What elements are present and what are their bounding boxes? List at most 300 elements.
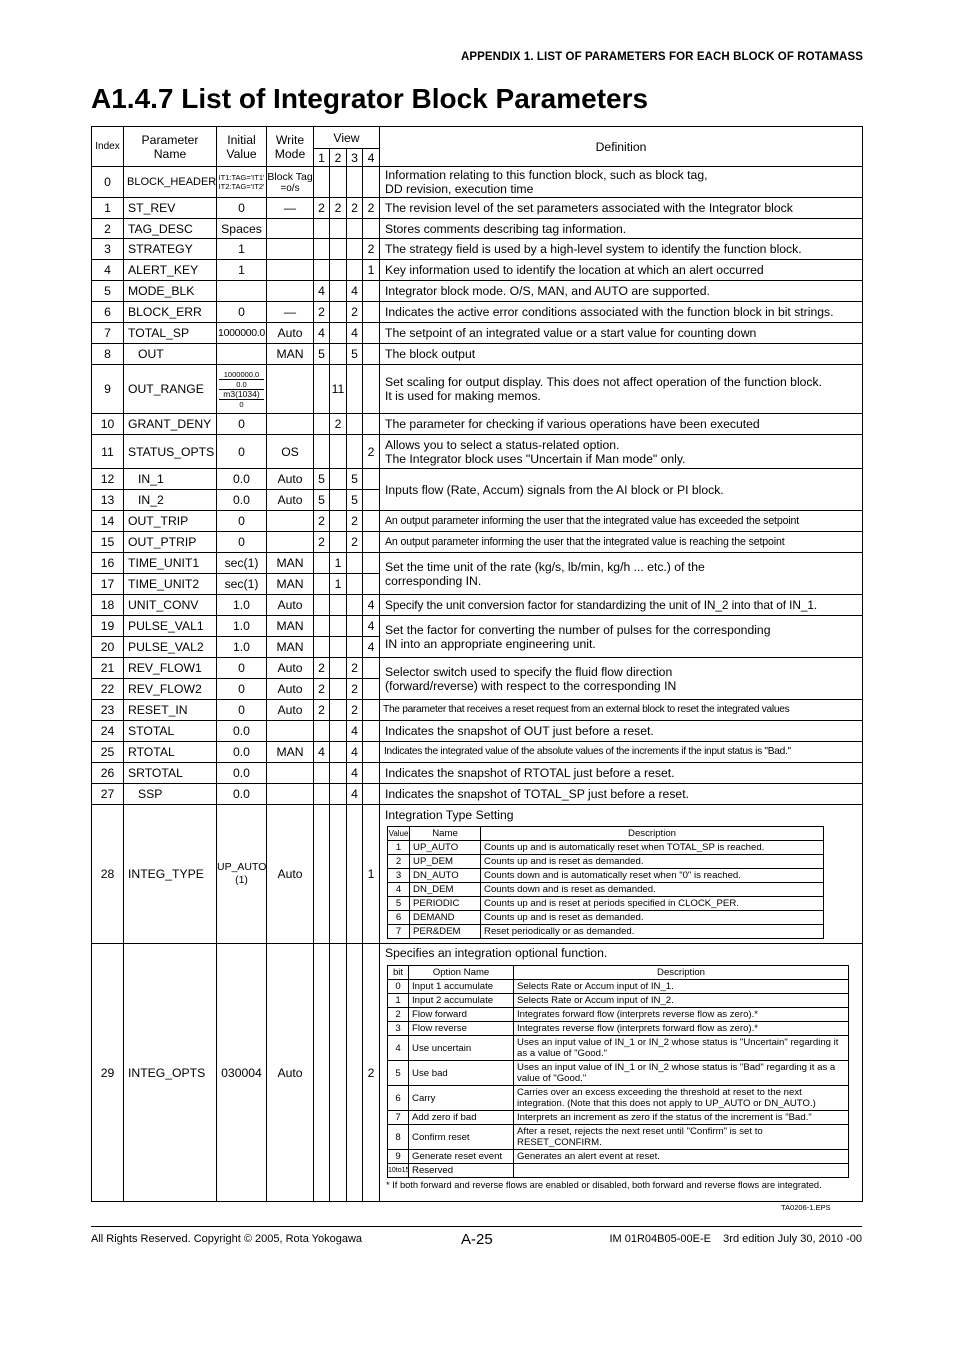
table-row xyxy=(92,239,863,260)
row-index: 15 xyxy=(92,532,124,553)
row-view-2 xyxy=(330,260,347,281)
row-view-3 xyxy=(347,805,363,944)
row-index: 19 xyxy=(92,616,124,637)
row-view-2 xyxy=(330,763,347,784)
row-view-4: 1 xyxy=(363,260,380,281)
subtable-row xyxy=(388,1125,849,1150)
row-write xyxy=(267,511,314,532)
row-write: Auto xyxy=(267,469,314,490)
subtable-header-row xyxy=(388,827,824,841)
subtable-cell: DN_AUTO xyxy=(410,869,481,883)
row-name: STRATEGY xyxy=(124,239,217,260)
row-initial: 0.0 xyxy=(217,763,267,784)
row-index: 29 xyxy=(92,944,124,1202)
definition-line: DD revision, execution time xyxy=(385,182,534,196)
row-definition: The parameter for checking if various operations have been executed xyxy=(380,414,863,435)
row-view-4: 2 xyxy=(363,198,380,219)
row-view-3: 2 xyxy=(347,532,363,553)
row-view-3 xyxy=(347,574,363,595)
definition-line: Specifies an integration optional function. xyxy=(385,946,608,960)
subtable-header: Option Name xyxy=(409,966,514,980)
subtable-cell: DEMAND xyxy=(410,911,481,925)
subtable-cell: 4 xyxy=(388,1036,409,1061)
row-index: 22 xyxy=(92,679,124,700)
subtable-cell: Counts up and is reset as demanded. xyxy=(481,911,824,925)
row-view-4 xyxy=(363,365,380,414)
definition-line: It is used for making memos. xyxy=(385,389,541,403)
row-view-4 xyxy=(363,784,380,805)
table-row xyxy=(92,302,863,323)
subtable-cell: Uses an input value of IN_1 or IN_2 whose status is "Bad" regarding it as a value of "Good." xyxy=(514,1061,849,1086)
row-view-2 xyxy=(330,167,347,198)
subtable-cell: 3 xyxy=(388,1022,409,1036)
row-write xyxy=(267,365,314,414)
subtable-cell: Interprets an increment as zero if the status of the increment is "Bad." xyxy=(514,1111,849,1125)
row-view-3: 2 xyxy=(347,658,363,679)
row-name: PULSE_VAL1 xyxy=(124,616,217,637)
row-view-4 xyxy=(363,414,380,435)
row-index: 26 xyxy=(92,763,124,784)
row-view-3: 4 xyxy=(347,784,363,805)
footer-divider xyxy=(91,1226,862,1227)
table-row xyxy=(92,784,863,805)
subtable-cell: 6 xyxy=(388,1086,409,1111)
row-view-1 xyxy=(314,944,330,1202)
write-line: =o/s xyxy=(280,182,300,194)
table-row xyxy=(92,323,863,344)
row-initial: 0.0 xyxy=(217,469,267,490)
integ-opts-footnote: * If both forward and reverse flows are enabled or disabled, both forward and reverse flows are integrated. xyxy=(386,1180,822,1190)
row-write: MAN xyxy=(267,637,314,658)
row-view-1: 2 xyxy=(314,511,330,532)
subtable-header: Description xyxy=(514,966,849,980)
subtable-cell: UP_DEM xyxy=(410,855,481,869)
table-row xyxy=(92,469,863,490)
row-initial: 0 xyxy=(217,302,267,323)
row-initial: 0 xyxy=(217,511,267,532)
subtable-cell: Counts up and is reset at periods specified in CLOCK_PER. xyxy=(481,897,824,911)
row-name: IN_1 xyxy=(124,469,217,490)
definition-line: Selector switch used to specify the fluid flow direction xyxy=(385,664,673,679)
row-view-2 xyxy=(330,742,347,763)
row-name: BLOCK_HEADER xyxy=(124,167,217,198)
subtable-cell: 10to15 xyxy=(388,1164,409,1178)
row-name: PULSE_VAL2 xyxy=(124,637,217,658)
row-view-1: 2 xyxy=(314,198,330,219)
table-row xyxy=(92,167,863,198)
figure-id-label: TA0206-1.EPS xyxy=(781,1203,831,1212)
col-header-definition: Definition xyxy=(380,127,863,167)
row-view-4 xyxy=(363,490,380,511)
initial-line: (1) xyxy=(235,874,248,886)
subtable-cell: Uses an input value of IN_1 or IN_2 whose status is "Uncertain" regarding it as a value of "Good." xyxy=(514,1036,849,1061)
row-name: ST_REV xyxy=(124,198,217,219)
row-view-2 xyxy=(330,616,347,637)
col-header-name: Parameter Name xyxy=(124,127,217,167)
row-definition: The block output xyxy=(380,344,863,365)
row-view-4: 4 xyxy=(363,616,380,637)
row-write: Auto xyxy=(267,805,314,944)
row-write xyxy=(267,532,314,553)
subtable-header: Name xyxy=(410,827,481,841)
row-initial: 0 xyxy=(217,435,267,469)
row-name: TAG_DESC xyxy=(124,219,217,239)
row-index: 18 xyxy=(92,595,124,616)
subtable-cell: PERIODIC xyxy=(410,897,481,911)
row-view-2: 1 xyxy=(330,574,347,595)
row-write xyxy=(267,219,314,239)
row-name: INTEG_OPTS xyxy=(124,944,217,1202)
row-view-1 xyxy=(314,365,330,414)
row-view-2 xyxy=(330,721,347,742)
row-write: Auto xyxy=(267,595,314,616)
row-initial xyxy=(217,365,267,414)
row-initial xyxy=(217,805,267,944)
row-view-2 xyxy=(330,435,347,469)
row-initial: 1.0 xyxy=(217,595,267,616)
row-index: 5 xyxy=(92,281,124,302)
subtable-cell: 7 xyxy=(388,925,410,939)
row-initial: 1000000.0 xyxy=(217,323,267,344)
row-view-1 xyxy=(314,574,330,595)
row-view-1 xyxy=(314,553,330,574)
row-initial: Spaces xyxy=(217,219,267,239)
row-name: GRANT_DENY xyxy=(124,414,217,435)
footer-copyright: All Rights Reserved. Copyright © 2005, Rota Yokogawa xyxy=(91,1233,363,1245)
row-write xyxy=(267,763,314,784)
row-initial xyxy=(217,281,267,302)
subtable-cell: Carries over an excess exceeding the threshold at reset to the next integration. (Note that this does not apply to UP_AUTO or DN_AUTO.) xyxy=(514,1086,849,1111)
row-definition: Indicates the snapshot of RTOTAL just before a reset. xyxy=(380,763,863,784)
row-view-3 xyxy=(347,637,363,658)
table-row xyxy=(92,198,863,219)
row-initial xyxy=(217,344,267,365)
row-view-1 xyxy=(314,784,330,805)
row-view-1 xyxy=(314,763,330,784)
row-view-4 xyxy=(363,302,380,323)
subtable-row xyxy=(388,1022,849,1036)
row-definition: Indicates the active error conditions associated with the function block in bit strings. xyxy=(380,302,863,323)
row-view-2 xyxy=(330,344,347,365)
row-index: 7 xyxy=(92,323,124,344)
subtable-cell: Selects Rate or Accum input of IN_1. xyxy=(514,980,849,994)
row-initial: 0 xyxy=(217,414,267,435)
subtable-cell: Generates an alert event at reset. xyxy=(514,1150,849,1164)
row-definition xyxy=(380,658,863,700)
row-write: — xyxy=(267,198,314,219)
row-write: OS xyxy=(267,435,314,469)
subtable-cell: DN_DEM xyxy=(410,883,481,897)
subtable-cell: Use bad xyxy=(409,1061,514,1086)
row-view-4: 4 xyxy=(363,637,380,658)
row-definition xyxy=(380,944,863,1202)
row-view-3 xyxy=(347,414,363,435)
definition-line: (forward/reverse) with respect to the corresponding IN xyxy=(385,678,677,693)
row-view-1: 2 xyxy=(314,700,330,721)
row-view-1 xyxy=(314,721,330,742)
row-initial: 0 xyxy=(217,679,267,700)
row-view-4: 2 xyxy=(363,944,380,1202)
row-definition: The strategy field is used by a high-level system to identify the function block. xyxy=(380,239,863,260)
row-definition: The revision level of the set parameters associated with the Integrator block xyxy=(380,198,863,219)
row-index: 21 xyxy=(92,658,124,679)
initial-line: IT1:TAG='IT1' xyxy=(218,173,265,182)
row-name: OUT_PTRIP xyxy=(124,532,217,553)
table-row xyxy=(92,532,863,553)
row-name: INTEG_TYPE xyxy=(124,805,217,944)
subtable-cell: Reset periodically or as demanded. xyxy=(481,925,824,939)
row-name: REV_FLOW2 xyxy=(124,679,217,700)
row-write xyxy=(267,167,314,198)
row-view-2: 11 xyxy=(330,365,347,414)
table-row xyxy=(92,944,863,1202)
row-view-4 xyxy=(363,658,380,679)
definition-line: Information relating to this function block, such as block tag, xyxy=(385,168,708,182)
row-view-4 xyxy=(363,742,380,763)
row-view-2 xyxy=(330,637,347,658)
subtable-cell: Flow forward xyxy=(409,1008,514,1022)
initial-line: 0 xyxy=(239,399,244,409)
subtable-row xyxy=(388,1061,849,1086)
row-view-3: 2 xyxy=(347,302,363,323)
row-index: 1 xyxy=(92,198,124,219)
row-write xyxy=(267,260,314,281)
subtable-cell: Counts down and is reset as demanded. xyxy=(481,883,824,897)
row-initial: 0.0 xyxy=(217,721,267,742)
col-header-view: View xyxy=(314,127,380,149)
row-name: BLOCK_ERR xyxy=(124,302,217,323)
table-row xyxy=(92,658,863,679)
row-name: OUT_RANGE xyxy=(124,365,217,414)
table-row xyxy=(92,219,863,239)
row-name: REV_FLOW1 xyxy=(124,658,217,679)
row-view-2 xyxy=(330,490,347,511)
row-view-1 xyxy=(314,167,330,198)
row-initial: 0.0 xyxy=(217,784,267,805)
row-definition xyxy=(380,167,863,198)
subtable-header: bit xyxy=(388,966,409,980)
subtable-cell: UP_AUTO xyxy=(410,841,481,855)
initial-line: UP_AUTO xyxy=(217,861,267,873)
row-view-3: 5 xyxy=(347,490,363,511)
row-initial: 0 xyxy=(217,198,267,219)
col-header-view-1: 1 xyxy=(314,149,330,167)
row-view-3 xyxy=(347,260,363,281)
row-view-1 xyxy=(314,239,330,260)
subtable-row xyxy=(388,897,824,911)
row-definition: Key information used to identify the location at which an alert occurred xyxy=(380,260,863,281)
subtable-cell: Add zero if bad xyxy=(409,1111,514,1125)
row-write xyxy=(267,239,314,260)
row-view-1: 2 xyxy=(314,532,330,553)
subtable-header: Description xyxy=(481,827,824,841)
subtable-row xyxy=(388,1036,849,1061)
subtable-cell: 0 xyxy=(388,980,409,994)
row-index: 16 xyxy=(92,553,124,574)
write-line: Block Tag xyxy=(267,170,313,183)
row-write: Auto xyxy=(267,323,314,344)
subtable-row xyxy=(388,1008,849,1022)
subtable-cell: 8 xyxy=(388,1125,409,1150)
row-index: 12 xyxy=(92,469,124,490)
row-name: RESET_IN xyxy=(124,700,217,721)
row-name: ALERT_KEY xyxy=(124,260,217,281)
row-view-2 xyxy=(330,302,347,323)
table-row xyxy=(92,414,863,435)
subtable-row xyxy=(388,1150,849,1164)
row-index: 11 xyxy=(92,435,124,469)
row-index: 4 xyxy=(92,260,124,281)
row-initial: 030004 xyxy=(217,944,267,1202)
initial-line: 1000000.0 xyxy=(219,370,264,380)
row-definition xyxy=(380,616,863,658)
row-view-3 xyxy=(347,553,363,574)
col-header-index: Index xyxy=(92,127,124,167)
definition-line: Set scaling for output display. This does not affect operation of the function block. xyxy=(385,375,823,389)
row-write xyxy=(267,414,314,435)
row-view-1 xyxy=(314,595,330,616)
page-number: A-25 xyxy=(461,1231,493,1248)
row-view-3 xyxy=(347,239,363,260)
row-definition: The parameter that receives a reset request from an external block to reset the integrated values xyxy=(380,700,863,721)
definition-line: Set the time unit of the rate (kg/s, lb/min, kg/h ... etc.) of the xyxy=(385,559,705,574)
subtable-row xyxy=(388,869,824,883)
subtable-cell: Counts up and is reset as demanded. xyxy=(481,855,824,869)
row-view-3: 4 xyxy=(347,323,363,344)
row-definition: Stores comments describing tag information. xyxy=(380,219,863,239)
row-write xyxy=(267,784,314,805)
definition-line: Integration Type Setting xyxy=(385,808,514,822)
definition-line: IN into an appropriate engineering unit. xyxy=(385,636,596,651)
row-initial: 1 xyxy=(217,239,267,260)
subtable-row xyxy=(388,925,824,939)
row-name: SSP xyxy=(124,784,217,805)
row-definition: Indicates the snapshot of OUT just before a reset. xyxy=(380,721,863,742)
row-definition: Inputs flow (Rate, Accum) signals from the AI block or PI block. xyxy=(380,469,863,511)
subtable-row xyxy=(388,841,824,855)
subtable-cell: Input 1 accumulate xyxy=(409,980,514,994)
row-view-2: 2 xyxy=(330,198,347,219)
subtable-cell: 2 xyxy=(388,855,410,869)
row-view-4 xyxy=(363,553,380,574)
table-row xyxy=(92,595,863,616)
subtable-cell: 6 xyxy=(388,911,410,925)
row-view-4 xyxy=(363,323,380,344)
table-row xyxy=(92,365,863,414)
subtable-cell: Counts up and is automatically reset when TOTAL_SP is reached. xyxy=(481,841,824,855)
row-view-3: 4 xyxy=(347,763,363,784)
row-view-4 xyxy=(363,574,380,595)
col-header-view-3: 3 xyxy=(347,149,363,167)
subtable-cell: Flow reverse xyxy=(409,1022,514,1036)
row-view-4 xyxy=(363,532,380,553)
row-index: 14 xyxy=(92,511,124,532)
row-definition xyxy=(380,435,863,469)
subtable-cell: 9 xyxy=(388,1150,409,1164)
definition-line: The Integrator block uses "Uncertain if Man mode" only. xyxy=(385,451,686,466)
row-view-2 xyxy=(330,239,347,260)
definition-line: corresponding IN. xyxy=(385,573,482,588)
row-view-2 xyxy=(330,679,347,700)
table-row xyxy=(92,281,863,302)
subtable-row xyxy=(388,994,849,1008)
row-index: 0 xyxy=(92,167,124,198)
table-row xyxy=(92,344,863,365)
definition-line: Set the factor for converting the number of pulses for the corresponding xyxy=(385,622,771,637)
row-name: IN_2 xyxy=(124,490,217,511)
row-write: Auto xyxy=(267,658,314,679)
subtable-cell xyxy=(514,1164,849,1178)
initial-line: IT2:TAG='IT2' xyxy=(218,182,265,191)
table-row xyxy=(92,511,863,532)
subtable-cell: Integrates forward flow (interprets reverse flow as zero).* xyxy=(514,1008,849,1022)
row-view-4 xyxy=(363,344,380,365)
row-index: 17 xyxy=(92,574,124,595)
row-view-2 xyxy=(330,281,347,302)
row-view-2 xyxy=(330,784,347,805)
row-index: 2 xyxy=(92,219,124,239)
subtable-row xyxy=(388,1164,849,1178)
subtable-cell: 1 xyxy=(388,841,410,855)
table-row xyxy=(92,805,863,944)
row-view-1 xyxy=(314,219,330,239)
row-write: MAN xyxy=(267,344,314,365)
subtable-cell: Reserved xyxy=(409,1164,514,1178)
row-index: 8 xyxy=(92,344,124,365)
row-write: Auto xyxy=(267,700,314,721)
row-view-2 xyxy=(330,469,347,490)
subtable-row xyxy=(388,855,824,869)
row-view-2: 1 xyxy=(330,553,347,574)
row-view-2 xyxy=(330,323,347,344)
row-view-2 xyxy=(330,511,347,532)
row-view-4 xyxy=(363,469,380,490)
row-view-4: 1 xyxy=(363,805,380,944)
row-write xyxy=(267,281,314,302)
row-index: 27 xyxy=(92,784,124,805)
row-write: MAN xyxy=(267,616,314,637)
table-row xyxy=(92,553,863,574)
row-view-3: 2 xyxy=(347,679,363,700)
row-initial xyxy=(217,167,267,198)
subtable-header-row xyxy=(388,966,849,980)
row-name: TIME_UNIT1 xyxy=(124,553,217,574)
row-index: 10 xyxy=(92,414,124,435)
row-view-3: 5 xyxy=(347,344,363,365)
row-definition xyxy=(380,805,863,944)
row-index: 23 xyxy=(92,700,124,721)
row-view-3: 4 xyxy=(347,281,363,302)
row-definition: Indicates the integrated value of the absolute values of the increments if the input status is "Bad." xyxy=(380,742,863,763)
row-index: 3 xyxy=(92,239,124,260)
row-definition: Specify the unit conversion factor for standardizing the unit of IN_2 into that of IN_1. xyxy=(380,595,863,616)
footer-doc-id: IM 01R04B05-00E-E 3rd edition July 30, 2010 -00 xyxy=(609,1233,862,1245)
row-definition: An output parameter informing the user that the integrated value has exceeded the setpoint xyxy=(380,511,863,532)
row-view-1: 4 xyxy=(314,281,330,302)
row-view-3 xyxy=(347,616,363,637)
row-initial: 1 xyxy=(217,260,267,281)
row-view-1 xyxy=(314,435,330,469)
row-view-1 xyxy=(314,414,330,435)
row-name: UNIT_CONV xyxy=(124,595,217,616)
row-initial: 0 xyxy=(217,532,267,553)
table-row xyxy=(92,616,863,637)
row-name: STATUS_OPTS xyxy=(124,435,217,469)
row-view-4 xyxy=(363,511,380,532)
table-row xyxy=(92,742,863,763)
subtable-cell: Confirm reset xyxy=(409,1125,514,1150)
row-view-4 xyxy=(363,763,380,784)
